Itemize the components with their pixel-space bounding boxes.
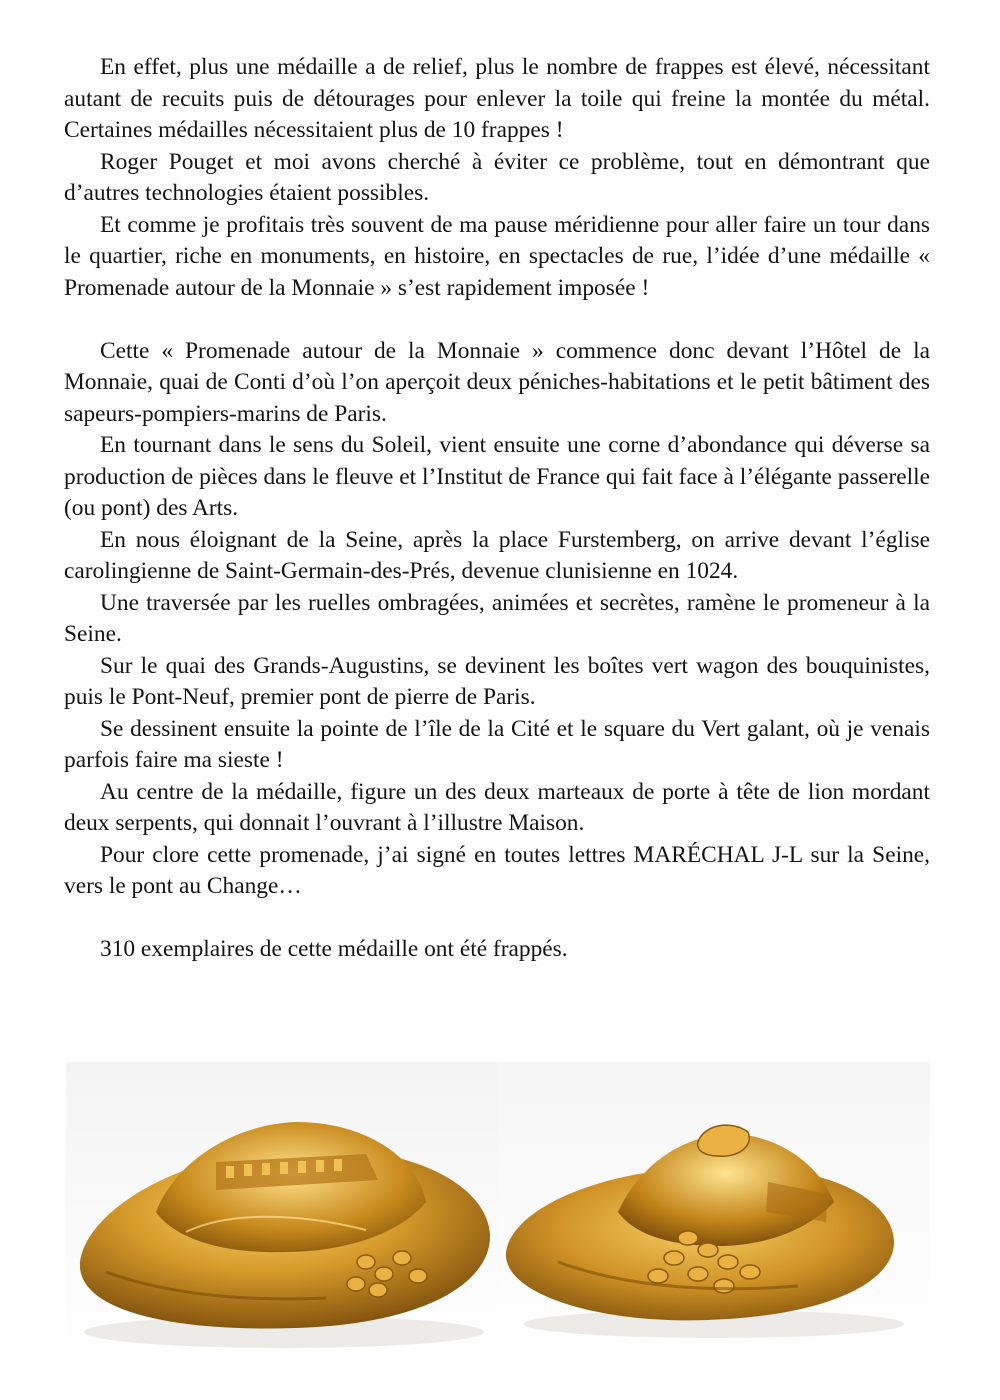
gold-medal-photo-icon — [66, 1062, 498, 1354]
paragraph-spacer — [64, 903, 930, 935]
paragraph-ile-cite: Se dessinent ensuite la pointe de l’île de la Cité et le square du Vert galant, où je venais parfois faire ma sieste ! — [64, 715, 930, 773]
paragraph-pause-meridienne: Et comme je profitais très souvent de ma pause méridienne pour aller faire un tour dans le quartier, riche en monuments, en histoire, en spectacles de rue, l’idée d’une médaille « Promenade autour de la Monnaie » s’est rapidement imposée ! — [64, 211, 930, 301]
medal-photo-left — [66, 1062, 498, 1354]
paragraph-relief: En effet, plus une médaille a de relief, plus le nombre de frappes est élevé, nécessitant autant de recuits puis de détourages pour enlever la toile qui freine la montée du métal. Certaines médailles nécessitaient plus de 10 frappes ! — [64, 54, 930, 143]
medal-photos — [66, 1062, 930, 1354]
paragraph-exemplaires: 310 exemplaires de cette médaille ont été frappés. — [100, 936, 568, 962]
paragraph-saint-germain: En nous éloignant de la Seine, après la place Furstemberg, on arrive devant l’église carolingienne de Saint-Germain-des-Prés, devenue clunisienne en 1024. — [64, 526, 930, 584]
text-body — [64, 52, 930, 966]
paragraph-roger-pouget: Roger Pouget et moi avons cherché à éviter ce problème, tout en démontrant que d’autres technologies étaient possibles. — [64, 148, 930, 206]
gold-medal-photo-icon — [498, 1062, 930, 1354]
paragraph-bouquinistes: Sur le quai des Grands-Augustins, se devinent les boîtes vert wagon des bouquinistes, puis le Pont-Neuf, premier pont de pierre de Paris. — [64, 652, 930, 710]
paragraph-promenade-start: Cette « Promenade autour de la Monnaie » commence donc devant l’Hôtel de la Monnaie, quai de Conti d’où l’on aperçoit deux péniches-habitations et le petit bâtiment des sapeurs-pompiers-marins de Paris. — [64, 337, 930, 427]
paragraph-signature: Pour clore cette promenade, j’ai signé en toutes lettres MARÉCHAL J-L sur la Seine, vers le pont au Change… — [64, 841, 930, 899]
medal-photo-right — [498, 1062, 930, 1354]
paragraph-corne-abondance: En tournant dans le sens du Soleil, vient ensuite une corne d’abondance qui déverse sa production de pièces dans le fleuve et l’Institut de France qui fait face à l’élégante passerelle (ou pont) des Arts. — [64, 432, 930, 521]
paragraph-marteaux: Au centre de la médaille, figure un des deux marteaux de porte à tête de lion mordant deux serpents, qui donnait l’ouvrant à l’illustre Maison. — [64, 778, 930, 836]
paragraph-spacer — [64, 304, 930, 336]
paragraph-ruelles: Une traversée par les ruelles ombragées, animées et secrètes, ramène le promeneur à la Seine. — [64, 589, 930, 647]
